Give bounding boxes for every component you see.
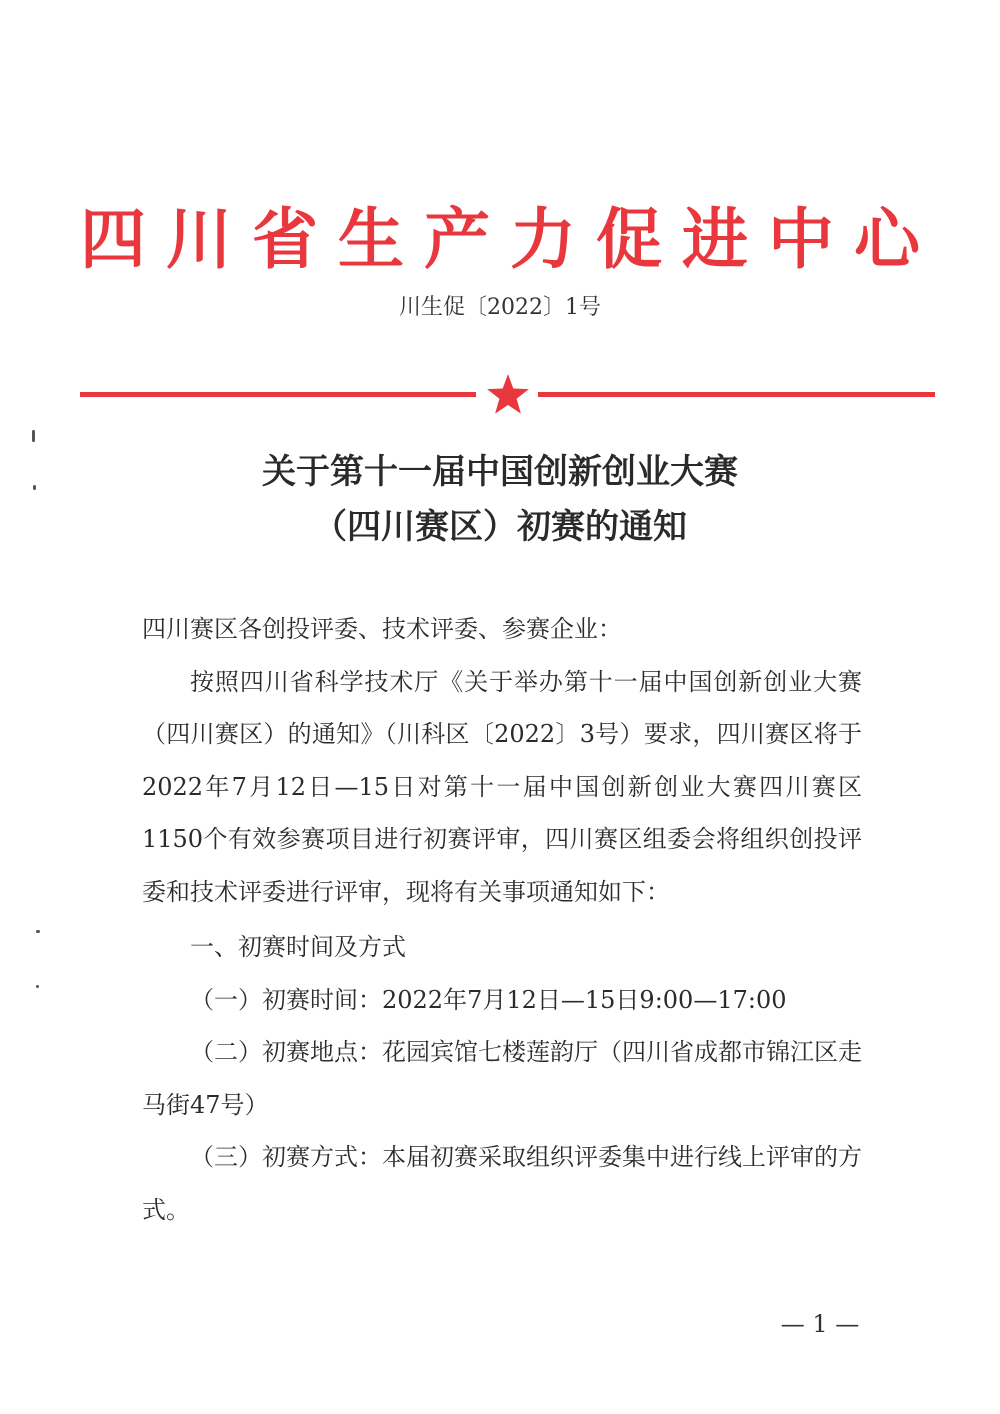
scan-mark <box>32 430 35 442</box>
scan-mark <box>33 485 36 490</box>
org-title: 四川省生产力促进中心 <box>80 201 940 278</box>
list-item: （二）初赛地点：花园宾馆七楼莲韵厅（四川省成都市锦江区走马街47号） <box>142 1038 862 1119</box>
scan-mark <box>36 985 39 988</box>
salutation: 四川赛区各创投评委、技术评委、参赛企业： <box>142 615 622 643</box>
red-divider <box>80 372 935 418</box>
section-heading: 一、初赛时间及方式 <box>190 933 406 961</box>
list-item: （三）初赛方式：本届初赛采取组织评委集中进行线上评审的方式。 <box>142 1143 862 1224</box>
list-item: （一）初赛时间：2022年7月12日—15日9:00—17:00 <box>190 985 787 1014</box>
star-icon <box>487 374 529 414</box>
scan-mark <box>36 930 40 933</box>
body-text <box>142 603 862 1236</box>
divider-line-right <box>538 392 935 397</box>
notice-title-line1: 关于第十一届中国创新创业大赛 <box>262 452 738 492</box>
page-number: — 1 — <box>780 1310 860 1338</box>
notice-title-line2: （四川赛区）初赛的通知 <box>313 507 687 547</box>
doc-number: 川生促〔2022〕1号 <box>399 295 601 320</box>
intro-paragraph: 按照四川省科学技术厅《关于举办第十一届中国创新创业大赛（四川赛区）的通知》（川科区〔2022〕3号）要求，四川赛区将于2022年7月12日—15日对第十一届中国创新创业大赛四川赛区1150个有效参赛项目进行初赛评审，四川赛区组委会将组织创投评委和技术评委进行评审，现将有关事项通知如下： <box>142 667 862 906</box>
divider-line-left <box>80 392 476 397</box>
